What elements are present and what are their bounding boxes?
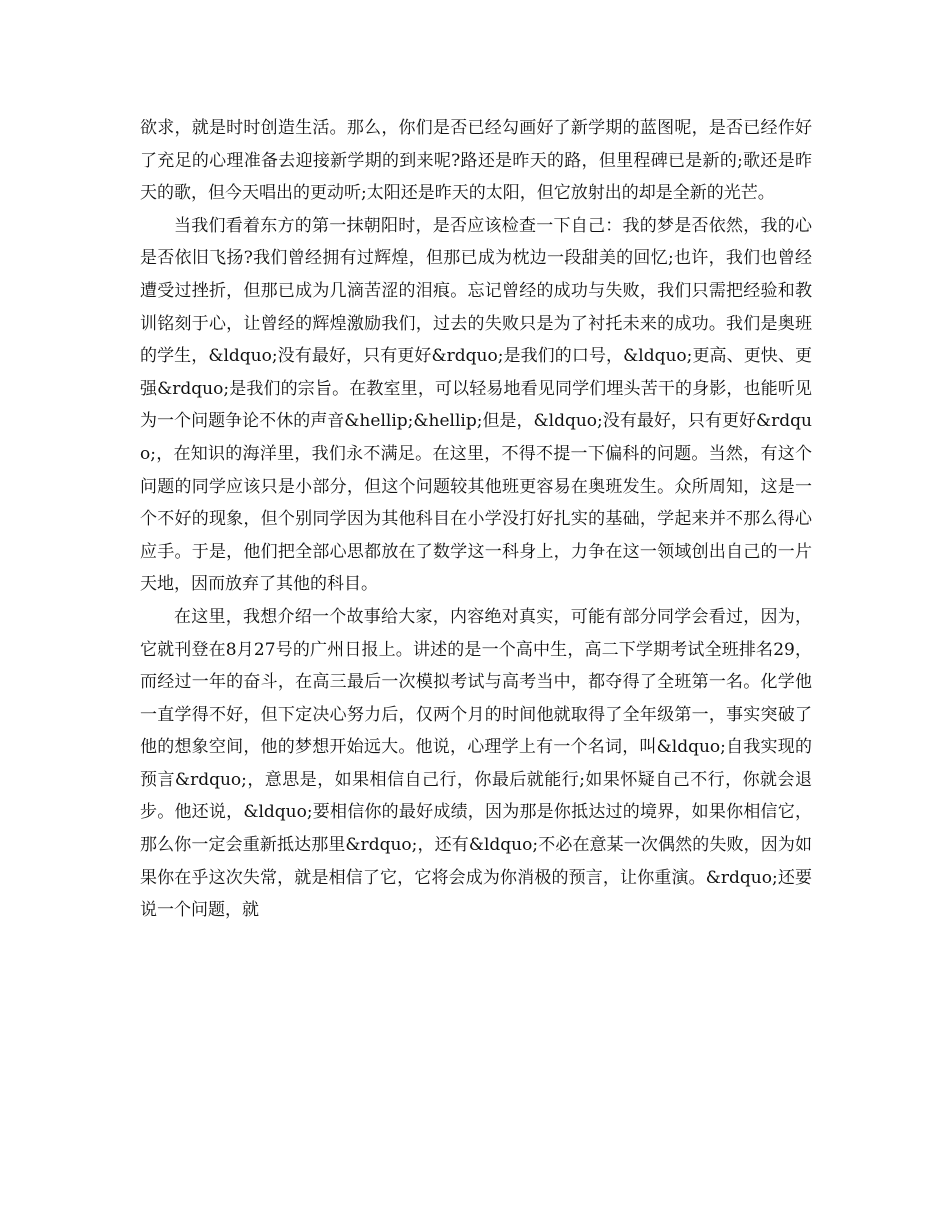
paragraph-1: 欲求，就是时时创造生活。那么，你们是否已经勾画好了新学期的蓝图呢，是否已经作好了充足的心理准备去迎接新学期的到来呢?路还是昨天的路，但里程碑已是新的;歌还是昨天的歌，但今天唱出的更动听;太阳还是昨天的太阳，但它放射出的却是全新的光芒。 [140,118,812,204]
paragraph-3: 在这里，我想介绍一个故事给大家，内容绝对真实，可能有部分同学会看过，因为，它就刊登在8月27号的广州日报上。讲述的是一个高中生，高二下学期考试全班排名29，而经过一年的奋斗，在高三最后一次模拟考试与高考当中，都夺得了全班第一名。化学他一直学得不好，但下定决心努力后，仅两个月的时间他就取得了全年级第一，事实突破了他的想象空间，他的梦想开始远大。他说，心理学上有一个名词，叫&ldquo;自我实现的预言&rdquo;，意思是，如果相信自己行，你最后就能行;如果怀疑自己不行，你就会退步。他还说，&ldquo;要相信你的最好成绩，因为那是你抵达过的境界，如果你相信它，那么你一定会重新抵达那里&rdquo;，还有&ldquo;不必在意某一次偶然的失败，因为如果你在乎这次失常，就是相信了它，它将会成为你消极的预言，让你重演。&rdquo;还要说一个问题，就 [140,606,812,921]
paragraph-2: 当我们看着东方的第一抹朝阳时，是否应该检查一下自己：我的梦是否依然，我的心是否依旧飞扬?我们曾经拥有过辉煌，但那已成为枕边一段甜美的回忆;也许，我们也曾经遭受过挫折，但那已成为几滴苦涩的泪痕。忘记曾经的成功与失败，我们只需把经验和教训铭刻于心，让曾经的辉煌激励我们，过去的失败只是为了衬托未来的成功。我们是奥班的学生，&ldquo;没有最好，只有更好&rdquo;是我们的口号，&ldquo;更高、更快、更强&rdquo;是我们的宗旨。在教室里，可以轻易地看见同学们埋头苦干的身影，也能听见为一个问题争论不休的声音&hellip;&hellip;但是，&ldquo;没有最好，只有更好&rdquo;，在知识的海洋里，我们永不满足。在这里，不得不提一下偏科的问题。当然，有这个问题的同学应该只是小部分，但这个问题较其他班更容易在奥班发生。众所周知，这是一个不好的现象，但个别同学因为其他科目在小学没打好扎实的基础，学起来并不那么得心应手。于是，他们把全部心思都放在了数学这一科身上，力争在这一领域创出自己的一片天地，因而放弃了其他的科目。 [140,215,812,595]
document-page [140,112,812,927]
